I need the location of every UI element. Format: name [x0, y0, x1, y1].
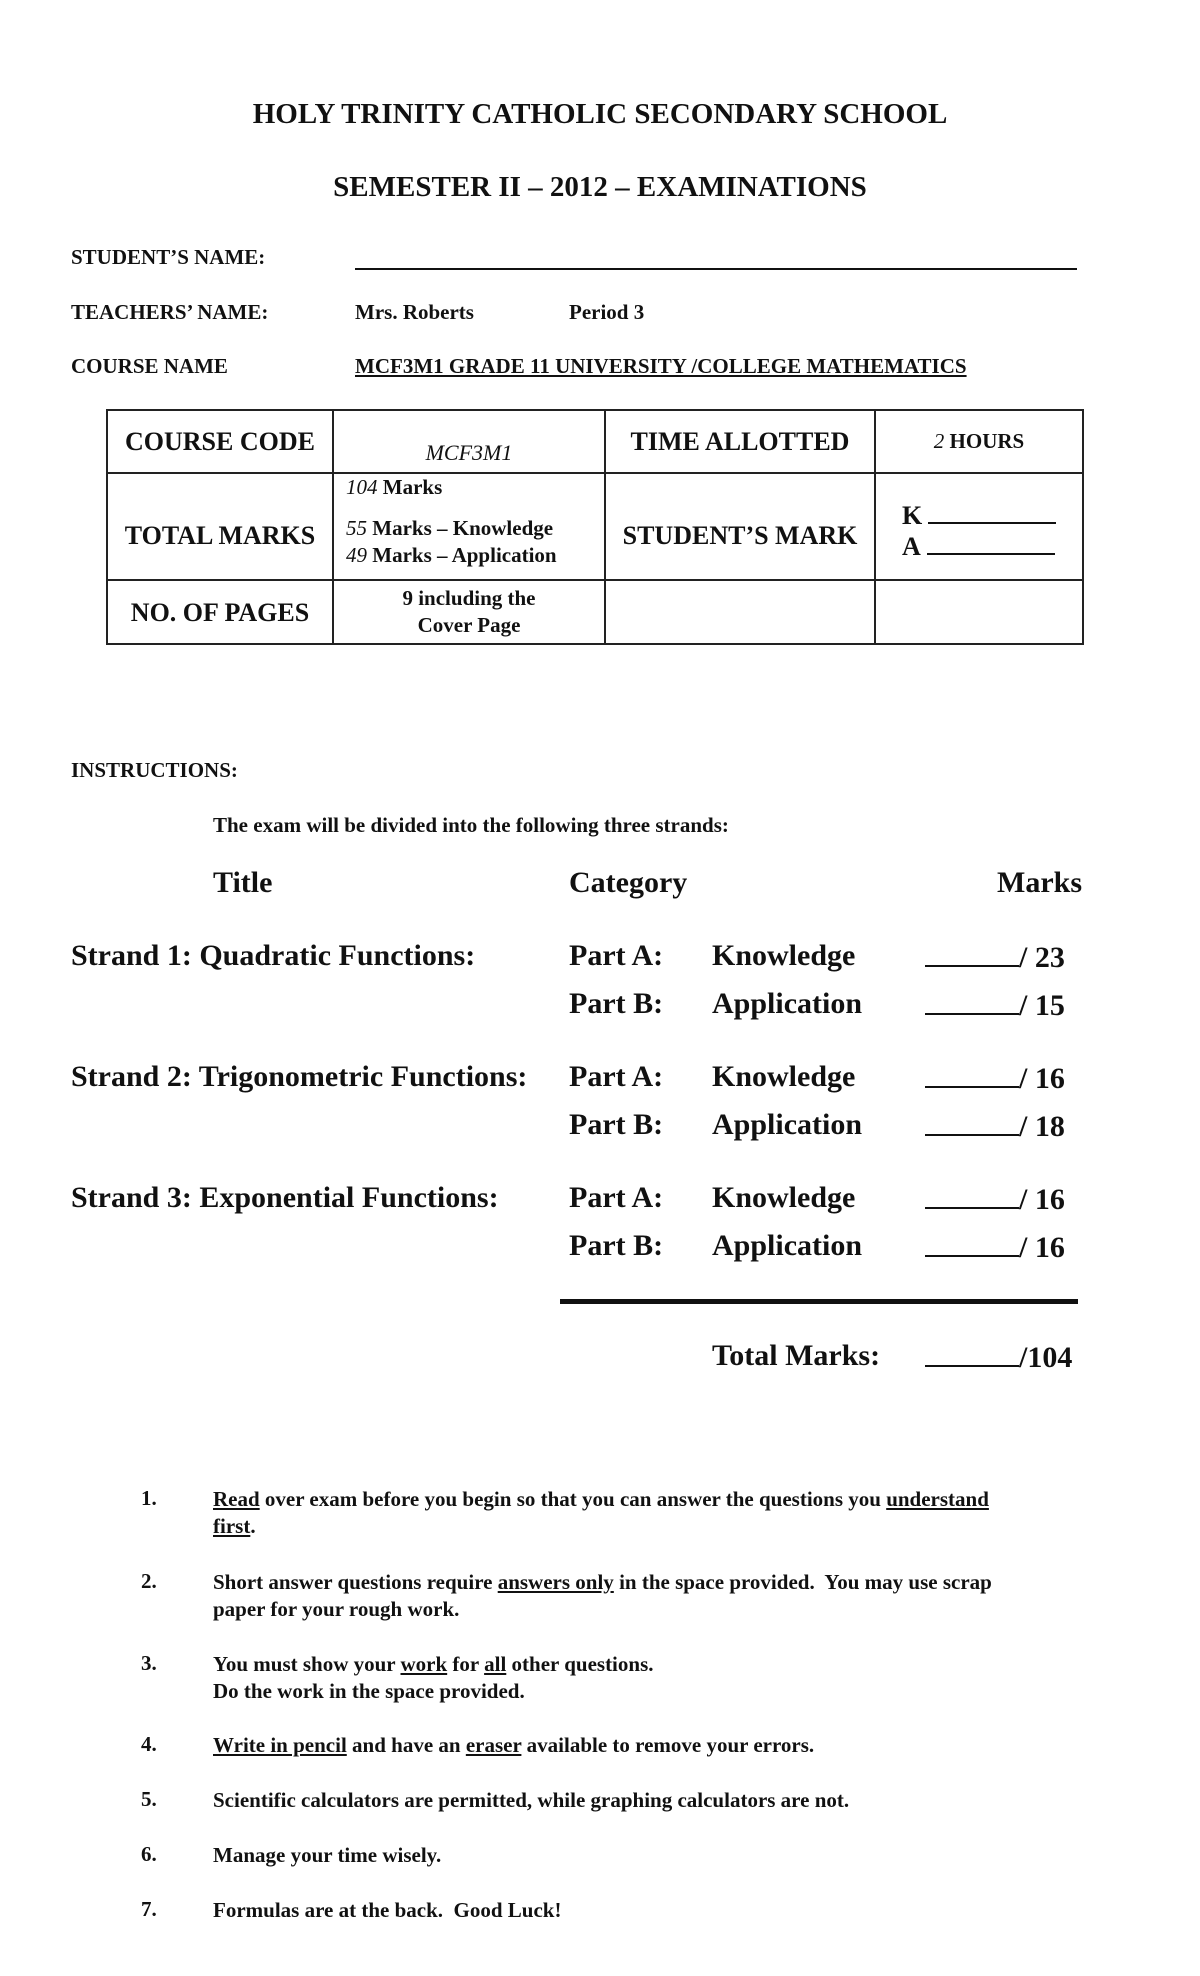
strand-2-category-a: Knowledge: [712, 1060, 856, 1093]
course-name: MCF3M1 GRADE 11 UNIVERSITY /COLLEGE MATHEMATICS: [355, 354, 967, 378]
a-label: A: [902, 532, 921, 561]
strand-1-part-b: Part B:: [569, 987, 664, 1020]
underlined-text: all: [484, 1652, 507, 1676]
student-mark-label: STUDENT’S MARK: [605, 473, 875, 580]
total-marks-label: [107, 473, 333, 580]
strand-2-part-b: Part B:: [569, 1108, 664, 1141]
underlined-text: answers only: [497, 1570, 614, 1594]
student-name-field[interactable]: [355, 268, 1077, 270]
rule-text-segment: available to remove your errors.: [521, 1733, 815, 1757]
pages-line1: 9 including the: [402, 586, 536, 610]
total-unit: Marks: [382, 475, 443, 499]
rule-line: [213, 1651, 654, 1678]
strand-1-category-a: Knowledge: [712, 939, 856, 972]
instructions-heading: INSTRUCTIONS:: [71, 758, 238, 782]
rule-2-number: 2.: [141, 1569, 157, 1593]
teacher-name: Mrs. Roberts: [355, 300, 474, 324]
rule-text-segment: Scientific calculators are permitted, while graphing calculators are not.: [213, 1788, 850, 1812]
rule-1-text: [213, 1486, 994, 1540]
rule-5-text: [213, 1787, 849, 1814]
rule-5-number: 5.: [141, 1787, 157, 1811]
empty-cell-2: [875, 580, 1083, 644]
time-num: 2: [933, 429, 945, 453]
rule-text-segment: .: [250, 1514, 256, 1538]
rule-text-segment: Manage your time wisely.: [213, 1843, 442, 1867]
knowledge-text: Marks – Knowledge: [372, 516, 554, 540]
total-marks-value[interactable]: /104: [925, 1339, 1072, 1375]
rule-7-text: [213, 1897, 561, 1924]
rule-line: [213, 1787, 849, 1814]
rule-text-segment: in the space provided. You may use scrap: [613, 1570, 992, 1594]
strand-3-name: Strand 3: Exponential Functions:: [71, 1181, 499, 1214]
rule-line: [213, 1842, 441, 1869]
rule-line: [213, 1678, 654, 1705]
exam-title: SEMESTER II – 2012 – EXAMINATIONS: [333, 171, 867, 203]
pages-line2: Cover Page: [417, 613, 521, 637]
rule-4-number: 4.: [141, 1732, 157, 1756]
student-mark-fields[interactable]: [875, 473, 1083, 580]
rule-line: [213, 1732, 814, 1759]
rule-6-number: 6.: [141, 1842, 157, 1866]
application-text: Marks – Application: [372, 543, 557, 567]
strand-1-part-a: Part A:: [569, 939, 664, 972]
rule-text-segment: and have an: [346, 1733, 466, 1757]
total-marks-breakdown: [333, 473, 605, 580]
underlined-text: eraser: [465, 1733, 522, 1757]
rule-3-number: 3.: [141, 1651, 157, 1675]
a-mark-blank[interactable]: [927, 535, 1055, 555]
total-marks-label-bottom: Total Marks:: [712, 1339, 881, 1372]
rule-line: [213, 1513, 994, 1540]
strand-1-marks-b[interactable]: / 15: [925, 987, 1065, 1023]
column-category-header: Category: [569, 866, 688, 899]
student-name-label: STUDENT’S NAME:: [71, 245, 266, 269]
k-label: K: [902, 501, 923, 530]
knowledge-num: 55: [346, 516, 367, 540]
time-allotted-label: TIME ALLOTTED: [605, 410, 875, 473]
empty-cell-1: [605, 580, 875, 644]
total-marks-text: TOTAL MARKS: [124, 521, 316, 550]
rule-text-segment: for: [447, 1652, 485, 1676]
underlined-text: understand: [886, 1487, 989, 1511]
rule-text-segment: Short answer questions require: [213, 1570, 498, 1594]
strand-3-part-a: Part A:: [569, 1181, 664, 1214]
time-unit: HOURS: [949, 429, 1025, 453]
strand-2-part-a: Part A:: [569, 1060, 664, 1093]
underlined-text: Read: [213, 1487, 260, 1511]
total-divider: [560, 1299, 1078, 1304]
strand-3-category-a: Knowledge: [712, 1181, 856, 1214]
rule-text-segment: Do the work in the space provided.: [213, 1679, 525, 1703]
rule-text-segment: paper for your rough work.: [213, 1597, 460, 1621]
period: Period 3: [569, 300, 645, 324]
application-num: 49: [346, 543, 367, 567]
pages-value: [333, 580, 605, 644]
exam-info-table: [106, 409, 1084, 645]
strand-1-marks-a[interactable]: / 23: [925, 939, 1065, 975]
rule-line: [213, 1486, 994, 1513]
instructions-intro: The exam will be divided into the following three strands:: [213, 813, 729, 837]
rule-line: [213, 1596, 992, 1623]
column-marks-header: Marks: [997, 866, 1082, 899]
strand-3-marks-a[interactable]: / 16: [925, 1181, 1065, 1217]
rule-text-segment: over exam before you begin so that you can answer the questions you: [259, 1487, 887, 1511]
total-num: 104: [346, 475, 378, 499]
time-allotted: [875, 410, 1083, 473]
strand-3-marks-b[interactable]: / 16: [925, 1229, 1065, 1265]
rule-6-text: [213, 1842, 441, 1869]
teacher-label: TEACHERS’ NAME:: [71, 300, 269, 324]
course-code-label: COURSE CODE: [107, 410, 333, 473]
course-code: MCF3M1: [333, 410, 605, 473]
rule-7-number: 7.: [141, 1897, 157, 1921]
rule-line: [213, 1569, 992, 1596]
k-mark-blank[interactable]: [928, 504, 1056, 524]
school-title: HOLY TRINITY CATHOLIC SECONDARY SCHOOL: [252, 98, 948, 130]
strand-2-category-b: Application: [712, 1108, 863, 1141]
strand-2-marks-a[interactable]: / 16: [925, 1060, 1065, 1096]
course-label: COURSE NAME: [71, 354, 228, 378]
strand-2-name: Strand 2: Trigonometric Functions:: [71, 1060, 528, 1093]
rule-1-number: 1.: [141, 1486, 157, 1510]
strand-3-part-b: Part B:: [569, 1229, 664, 1262]
rule-text-segment: Formulas are at the back. Good Luck!: [213, 1898, 562, 1922]
column-title-header: Title: [213, 866, 273, 899]
strand-1-name: Strand 1: Quadratic Functions:: [71, 939, 476, 972]
strand-3-category-b: Application: [712, 1229, 863, 1262]
pages-label: NO. OF PAGES: [107, 580, 333, 644]
underlined-text: first: [213, 1514, 251, 1538]
rule-text-segment: [989, 1487, 994, 1511]
rule-4-text: [213, 1732, 814, 1759]
rule-3-text: [213, 1651, 654, 1705]
rule-line: [213, 1897, 561, 1924]
rule-text-segment: You must show your: [213, 1652, 401, 1676]
rule-text-segment: other questions.: [506, 1652, 654, 1676]
strand-2-marks-b[interactable]: / 18: [925, 1108, 1065, 1144]
strand-1-category-b: Application: [712, 987, 863, 1020]
underlined-text: work: [400, 1652, 448, 1676]
rule-2-text: [213, 1569, 992, 1623]
underlined-text: Write in pencil: [213, 1733, 347, 1757]
